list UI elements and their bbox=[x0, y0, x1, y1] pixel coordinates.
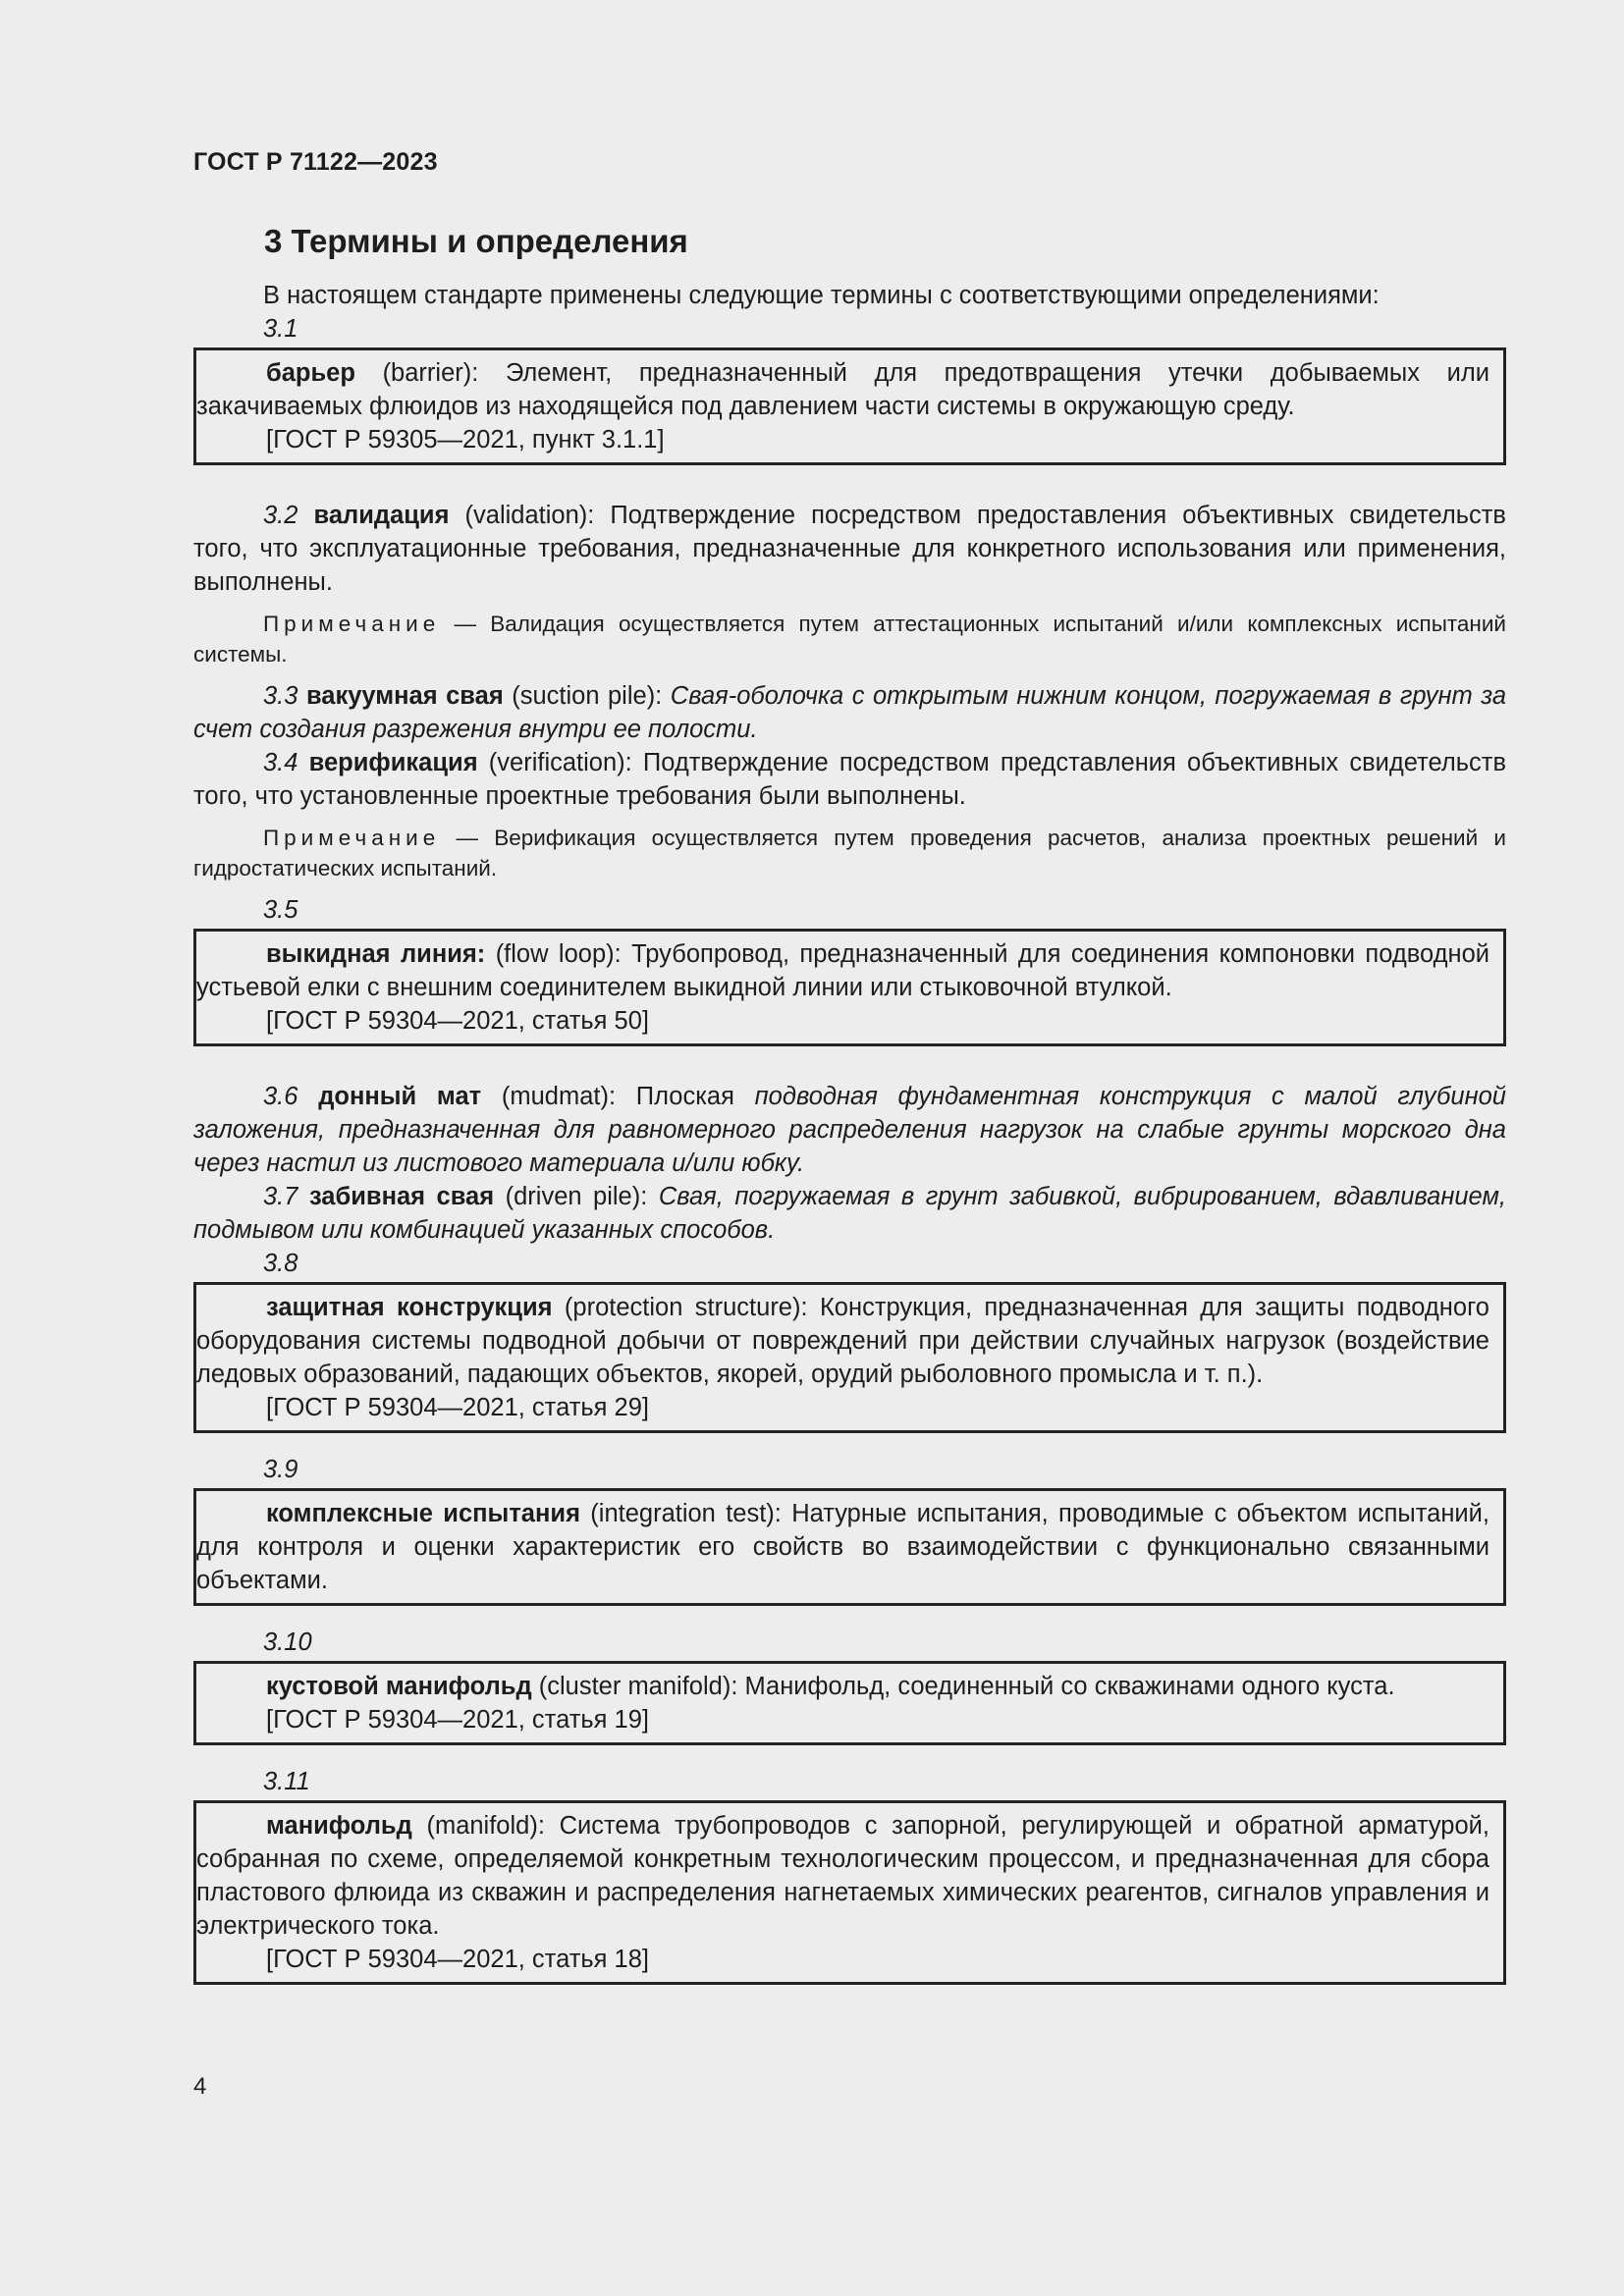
document-code-header: ГОСТ Р 71122—2023 bbox=[193, 148, 438, 176]
term-number: 3.1 bbox=[263, 315, 298, 343]
term-english: (flow loop): bbox=[485, 940, 632, 968]
term-source: [ГОСТ Р 59304—2021, статья 19] bbox=[266, 1706, 649, 1734]
term-number: 3.4 bbox=[263, 749, 298, 776]
note-label: Примечание bbox=[263, 612, 441, 636]
term-name: манифольд bbox=[266, 1812, 412, 1840]
term-number: 3.2 bbox=[263, 502, 298, 529]
section-intro: В настоящем стандарте применены следующие термины с соответствующими определениями: bbox=[263, 282, 1380, 309]
term-number: 3.10 bbox=[263, 1629, 312, 1656]
page-number: 4 bbox=[193, 2073, 207, 2100]
term-name: выкидная линия: bbox=[266, 940, 486, 968]
term-entry bbox=[196, 1809, 1489, 1943]
term-note bbox=[193, 609, 1506, 669]
term-entry bbox=[196, 937, 1489, 1004]
term-note bbox=[193, 823, 1506, 883]
term-source: [ГОСТ Р 59304—2021, статья 29] bbox=[266, 1394, 649, 1421]
term-entry bbox=[196, 356, 1489, 423]
term-definition: Натурные испытания, проводимые с объектом испытаний, для контроля и оценки характеристик его свойств во взаимодействии с функционально связанными объектами. bbox=[196, 1500, 1489, 1594]
term-definition: подводная фундаментная конструкция с малой глубиной заложения, предназначенная для равномерного распределения нагрузок на слабые грунты морского дна через настил из листового материала и/или юбку. bbox=[193, 1083, 1506, 1177]
term-name: донный мат bbox=[318, 1083, 482, 1110]
term-number: 3.7 bbox=[263, 1183, 298, 1210]
term-name: кустовой манифольд bbox=[266, 1673, 532, 1700]
term-box-manifold bbox=[193, 1800, 1506, 1985]
term-definition: Подтверждение посредством представления объективных свидетельств того, что установленные проектные требования были выполнены. bbox=[193, 749, 1506, 810]
term-english: (suction pile): bbox=[503, 682, 671, 710]
term-definition: Свая-оболочка с открытым нижним концом, погружаемая в грунт за счет создания разрежения внутри ее полости. bbox=[193, 682, 1507, 743]
term-name: забивная свая bbox=[308, 1183, 495, 1210]
term-source: [ГОСТ Р 59304—2021, статья 50] bbox=[266, 1007, 649, 1035]
term-english: (validation): bbox=[449, 502, 611, 529]
note-text: — Валидация осуществляется путем аттестационных испытаний и/или комплексных испытаний системы. bbox=[193, 612, 1506, 667]
term-box-integration-test bbox=[193, 1488, 1506, 1606]
term-number: 3.11 bbox=[263, 1768, 310, 1795]
term-english: (driven pile): bbox=[494, 1183, 659, 1210]
term-number: 3.5 bbox=[263, 896, 298, 924]
term-entry-verification bbox=[193, 746, 1506, 813]
term-number: 3.9 bbox=[263, 1456, 298, 1483]
term-entry-driven-pile bbox=[193, 1180, 1506, 1247]
section-title: 3 Термины и определения bbox=[264, 223, 688, 259]
term-definition: Свая, погружаемая в грунт забивкой, вибрированием, вдавливанием, подмывом или комбинацией указанных способов. bbox=[193, 1183, 1507, 1244]
page-content bbox=[193, 220, 1506, 1985]
term-name: комплексные испытания bbox=[266, 1500, 580, 1527]
term-entry-mudmat bbox=[193, 1080, 1506, 1180]
term-box-flow-loop bbox=[193, 929, 1506, 1046]
term-name: защитная конструкция bbox=[266, 1294, 553, 1321]
term-box-cluster-manifold bbox=[193, 1661, 1506, 1745]
term-source: [ГОСТ Р 59305—2021, пункт 3.1.1] bbox=[266, 426, 665, 454]
term-entry bbox=[196, 1291, 1489, 1391]
term-name: верификация bbox=[308, 749, 478, 776]
term-entry-validation bbox=[193, 499, 1506, 599]
term-definition: Трубопровод, предназначенный для соединения компоновки подводной устьевой елки с внешним соединителем выкидной линии или стыковочной втулкой. bbox=[196, 940, 1489, 1001]
term-entry-suction-pile bbox=[193, 679, 1506, 746]
note-label: Примечание bbox=[263, 826, 441, 850]
term-definition-plain: Плоская bbox=[635, 1083, 755, 1110]
term-english: (mudmat): bbox=[481, 1083, 636, 1110]
term-definition: Манифольд, соединенный со скважинами одного куста. bbox=[744, 1673, 1395, 1700]
term-entry bbox=[196, 1670, 1489, 1703]
term-box-protection-structure bbox=[193, 1282, 1506, 1433]
term-name: валидация bbox=[313, 502, 450, 529]
term-definition: Конструкция, предназначенная для защиты подводного оборудования системы подводной добычи от повреждений при действии случайных нагрузок (воздействие ледовых образований, падающих объектов, якорей, орудий рыболовного промысла и т. п.). bbox=[196, 1294, 1489, 1388]
term-english: (barrier): bbox=[354, 359, 506, 387]
term-english: (manifold): bbox=[411, 1812, 560, 1840]
term-definition: Система трубопроводов с запорной, регулирующей и обратной арматурой, собранная по схеме, определяемой конкретным технологическим процессом, и предназначенная для сбора пластового флюида из скважин и распределения нагнетаемых химических реагентов, сигналов управления и электрического тока. bbox=[196, 1812, 1489, 1940]
term-number: 3.3 bbox=[263, 682, 298, 710]
term-name: барьер bbox=[266, 359, 355, 387]
term-source: [ГОСТ Р 59304—2021, статья 18] bbox=[266, 1946, 649, 1973]
term-english: (cluster manifold): bbox=[531, 1673, 745, 1700]
term-definition: Элемент, предназначенный для предотвращения утечки добываемых или закачиваемых флюидов из находящейся под давлением части системы в окружающую среду. bbox=[196, 359, 1489, 420]
term-box-barrier bbox=[193, 347, 1506, 465]
term-number: 3.6 bbox=[263, 1083, 298, 1110]
term-definition: Подтверждение посредством предоставления объективных свидетельств того, что эксплуатационные требования, предназначенные для конкретного использования или применения, выполнены. bbox=[193, 502, 1506, 596]
note-text: — Верификация осуществляется путем проведения расчетов, анализа проектных решений и гидростатических испытаний. bbox=[193, 826, 1506, 881]
term-english: (verification): bbox=[477, 749, 643, 776]
term-entry bbox=[196, 1497, 1489, 1597]
term-english: (protection structure): bbox=[552, 1294, 820, 1321]
term-name: вакуумная свая bbox=[305, 682, 504, 710]
term-number: 3.8 bbox=[263, 1250, 298, 1277]
term-english: (integration test): bbox=[579, 1500, 792, 1527]
